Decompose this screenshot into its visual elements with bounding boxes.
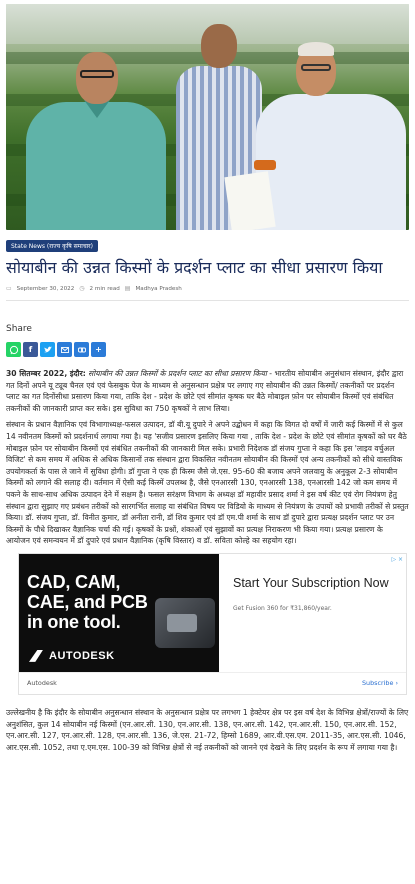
folder-icon: ▤: [124, 285, 131, 292]
plus-icon: +: [95, 345, 102, 354]
chevron-right-icon: ›: [395, 679, 398, 688]
product-image: [155, 598, 215, 648]
clock-icon: ◷: [79, 285, 85, 292]
whatsapp-share-button[interactable]: [6, 342, 21, 357]
autodesk-logo-icon: [29, 650, 43, 662]
lead-italic: सोयाबीन की उन्नत किस्मों के प्रदर्शन प्लाट का सीधा प्रसारण किया: [88, 369, 267, 378]
paragraph-text: - भारतीय सोयाबीन अनुसंधान संस्थान, इंदौर द्वारा गत दिनों अपने यू ट्यूब चैनल एवं एवं फेसबुक पेज के माध्यम से अनुसन्धान प्रक्षेत्र पर लगाए गए सोयाबीन की उन्नत किस्मों/ तकनीकों पर प्रदर्शन प्लाट का गत दिनोंसीधा प्रसारण किया गया, ताकि देश - प्रदेश के छोटे एवं सीमांत कृषक घर बैठे मोबाइल फ़ोन पर सोयाबीन किस्मों एवं संबंधित तकनीकों की जानकारी प्राप्त कर सके। इस सुविधा का 750 कृषकों ने लाभ लिया।: [6, 369, 404, 413]
article-meta: [6, 285, 409, 292]
ad-brand: AUTODESK: [49, 649, 115, 662]
ad-subscribe-button[interactable]: [362, 679, 398, 687]
share-buttons: [6, 342, 409, 357]
category-link[interactable]: Madhya Pradesh: [135, 285, 182, 292]
paragraph: उल्लेखनीय है कि इंदौर के सोयाबीन अनुसन्धान संस्थान के अनुसन्धान प्रक्षेत्र पर लगभग 1 हेक्टेयर क्षेत्र पर इस वर्ष देश के विभिन्न क्षेत्रों/राज्यों के लिए अनुशंसित, कुल 14 सोयाबीन नई किस्मों (एन.आर.सी. 130, एन.आर.सी. 138, एन.आर.सी. 142, एन.आर.सी. 150, एन.आर.सी. 152, एन.आर.सी. 127, एन.आर.सी. 128, एन.आर.सी. 136, जे.एस. 21-72, हिम्सो 1689, आर.वी.एस.एम. 2011-35, आर.एस.सी. 1046, आर.एस.सी. 1052, तथा ए.एम.एस. 100-39 को विभिन्न क्षेत्रों से नई तकनीकों को जानने एवं देखने के लिए प्रदर्शन के रूप में लगाया गया है।: [6, 707, 409, 752]
article-body-continued: [6, 707, 409, 753]
copy-link-button[interactable]: [74, 342, 89, 357]
category-badge[interactable]: State News (राज्य कृषि समाचार): [6, 240, 98, 252]
facebook-share-button[interactable]: [23, 342, 38, 357]
article-title: सोयाबीन की उन्नत किस्मों के प्रदर्शन प्लाट का सीधा प्रसारण किया: [6, 258, 383, 277]
ad-headline-line: CAE, and PCB: [27, 591, 148, 612]
more-share-button[interactable]: [91, 342, 106, 357]
publish-date: September 30, 2022: [16, 285, 75, 292]
advertisement[interactable]: [18, 553, 407, 695]
link-icon: [77, 345, 87, 355]
twitter-icon: [43, 345, 53, 355]
article-page: [0, 4, 415, 884]
share-label: Share: [6, 324, 32, 334]
email-icon: [60, 345, 70, 355]
ad-banner-left[interactable]: [19, 554, 219, 672]
ad-advertiser[interactable]: Autodesk: [27, 679, 57, 688]
email-share-button[interactable]: [57, 342, 72, 357]
article-hero-image: [6, 4, 409, 230]
ad-cta-label: Subscribe: [361, 679, 394, 688]
facebook-icon: f: [28, 345, 33, 354]
ad-right-sub: Get Fusion 360 for ₹31,860/year.: [233, 604, 332, 612]
ad-footer: [19, 672, 406, 694]
paragraph: संस्थान के प्रधान वैज्ञानिक एवं विभागाध्यक्ष-फसल उत्पादन, डॉ बी.यू दुपारे ने अपने उद्बोधन में कहा कि विगत दो वर्षों में जारी कई किस्मों में से कुल 14 नवीनतम किस्मों को प्रदर्शनार्थ लगाया गया है। यह 'सजीव प्रसारण इसलिए किया गया , ताकि देश - प्रदेश के छोटे एवं सीमांत कृषकों को घर बैठे मोबाइल फ़ोन पर सोयाबीन किस्मों एवं संबंधित तकनीकों की जानकारी मिल सके। प्रभारी निदेशक डॉ संजय गुप्ता ने कहा कि इस 'लाइव वर्चुअल विजिट' से कम समय में अधिक से अधिक किसानों तक संस्थान द्वारा विकसित नवीनतम सोयाबीन की किस्मों एवं अन्य तकनीकों को सीधे वास्तविक उपयोगकर्ता के पास ले जाने में सुविधा होगी। डॉ गुप्ता ने एक ही किस्म जैसे जे.एस. 95-60 की बजाय अपने जलवायु के अनुकूल 2-3 सोयाबीन किस्मों को लगाने की सलाह दी। वर्तमान में ऐसी कई किस्में उपलब्ध है, जैसे एनआरसी 130, एनआरसी 138, एनआरसी 142 जो कम समय में पकने के साथ-साथ अधिक उत्पादन देने में सक्षम है। फसल सरंक्षण विभाग के अध्यक्ष डॉ महावीर प्रसाद शर्मा ने इस वर्ष कीट एवं रोग नियंत्रण हेतु संस्थान द्वारा सुझाए गए प्रबंधन तरीकों को सारगर्भित सलाह या संबंधित विषय पर विडियो के माध्यम से नियंत्रण के उपायों को प्रभावी तरीकों से प्रस्तुत किया। डॉ. संजय गुप्ता, डॉ. विनीत कुमार, डॉ अनीता रानी, डॉ शिव कुमार एवं डॉ एम.पी शर्मा के साथ डॉ दुपारे द्वारा प्रत्यक्ष प्रदर्शन प्लाट पर उन किस्मों के पौधे दिखाकर वैज्ञानिक चर्चा की गई। कृषकों के प्रश्नों, शंकाओं एवं सुझावों का प्रत्यक्ष निराकरण भी किया गया। प्रत्यक्ष प्रसारण के आयोजन एवं समन्वयन में डॉ दुपारे एवं प्रधान वैज्ञानिक (कृषि विस्तार) व डॉ. सविता कोल्हे का सहयोग रहा।: [6, 420, 409, 546]
article-body: [6, 368, 409, 547]
read-time: 2 min read: [89, 285, 120, 292]
ad-headline-line: in one tool.: [27, 611, 121, 632]
paragraph: [6, 368, 409, 414]
ad-headline-line: CAD, CAM,: [27, 571, 121, 592]
calendar-icon: ▭: [6, 285, 12, 292]
ad-choices-close-icon[interactable]: ▷ ×: [391, 555, 403, 563]
ad-text[interactable]: [233, 576, 403, 612]
divider: [6, 300, 409, 301]
ad-right-headline: Start Your Subscription Now: [233, 575, 389, 590]
twitter-share-button[interactable]: [40, 342, 55, 357]
dateline: 30 सितम्बर 2022, इंदौर:: [6, 369, 86, 378]
whatsapp-icon: [9, 345, 19, 355]
